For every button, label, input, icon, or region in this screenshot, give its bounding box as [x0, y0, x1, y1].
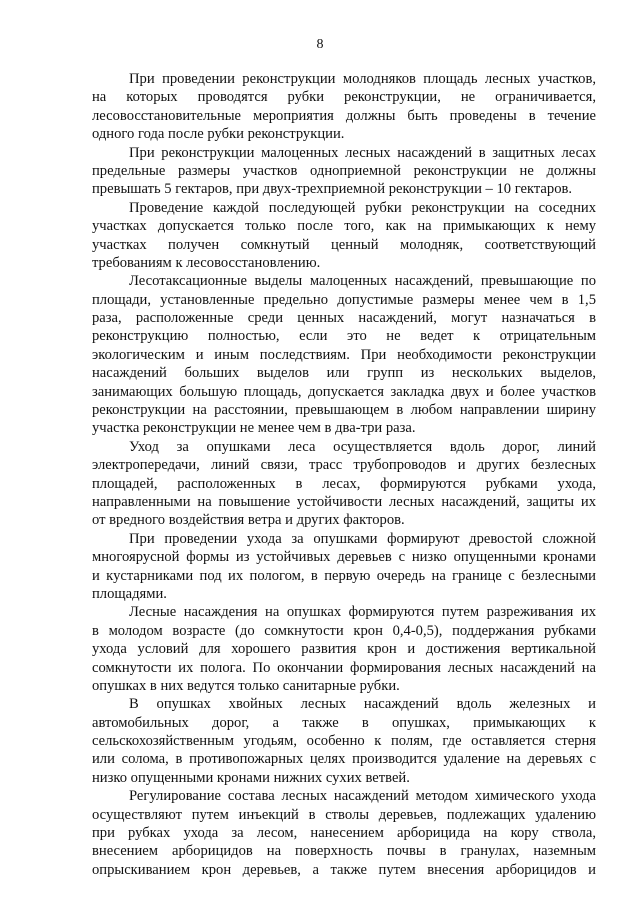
paragraph	[92, 530, 596, 604]
paragraph-line: низко опущенными кронами нижних сухих ветвей.	[92, 769, 410, 786]
paragraph-line: предельные размеры участков одноприемной реконструкции не должны	[92, 162, 596, 179]
paragraph-line: участках получен сомкнутый ценный молодняк, соответствующий	[92, 236, 596, 253]
page-number: 8	[316, 37, 324, 52]
paragraph-line: В опушках хвойных лесных насаждений вдоль железных и	[129, 696, 596, 713]
paragraph-line: При реконструкции малоценных лесных насаждений в защитных лесах	[129, 144, 596, 161]
paragraph	[92, 603, 596, 695]
paragraph-line: многоярусной формы из устойчивых деревьев с низко опущенными кронами	[92, 549, 596, 566]
paragraph	[92, 70, 596, 144]
paragraph-line: автомобильных дорог, а также в опушках, примыкающих к	[92, 714, 596, 731]
paragraph-line: Уход за опушками леса осуществляется вдоль дорог, линий	[129, 438, 596, 455]
paragraph-line: ухода условий для хорошего развития крон и достижения вертикальной	[92, 641, 596, 658]
paragraph-line: внесением арборицидов на поверхность почвы в гранулах, наземным	[92, 843, 596, 860]
paragraph	[92, 144, 596, 199]
paragraph-line: участках допускается только после того, как на примыкающих к нему	[92, 218, 596, 235]
paragraph-line: раза, расположенные среди ценных насаждений, могут назначаться в	[92, 310, 596, 327]
paragraph-line: Лесотаксационные выделы малоценных насаждений, превышающие по	[129, 273, 596, 290]
paragraph-line: одного года после рубки реконструкции.	[92, 126, 345, 143]
paragraph-line: или солома, в противопожарных целях производится удаление на деревьях с	[92, 751, 596, 768]
paragraph-line: опушках в них ведутся только санитарные рубки.	[92, 677, 400, 694]
paragraph-line: при рубках ухода за лесом, нанесением арборицида на кору ствола,	[92, 825, 596, 842]
paragraph	[92, 199, 596, 273]
paragraph-line: реконструкции на расстоянии, превышающем в любом направлении ширину	[92, 402, 596, 419]
paragraph-line: участка реконструкции не менее чем в два-три раза.	[92, 420, 416, 437]
paragraph-line: сельскохозяйственным угодьям, особенно к полям, где оставляется стерня	[92, 733, 596, 750]
paragraph	[92, 438, 596, 530]
paragraph-line: Проведение каждой последующей рубки реконструкции на соседних	[129, 199, 596, 216]
paragraph-line: осуществляют путем инъекций в стволы деревьев, подлежащих удалению	[92, 806, 596, 823]
paragraph-line: направленными на повышение устойчивости лесных насаждений, защиты их	[92, 493, 596, 510]
paragraph-line: площади, установленные предельно допустимые размеры менее чем в 1,5	[92, 291, 596, 308]
paragraph-line: экологическим и иным последствиям. При необходимости реконструкции	[92, 346, 596, 363]
paragraph-line: реконструкцию полностью, если это не ведет к отрицательным	[92, 328, 596, 345]
paragraph-line: опрыскиванием крон деревьев, а также путем внесения арборицидов и	[92, 861, 596, 878]
paragraph	[92, 695, 596, 787]
paragraph-line: от вредного воздействия ветра и других факторов.	[92, 512, 405, 529]
paragraph-line: сомкнутости их полога. По окончании формирования лесных насаждений на	[92, 659, 596, 676]
paragraph-line: При проведении реконструкции молодняков площадь лесных участков,	[129, 71, 596, 87]
paragraph	[92, 272, 596, 438]
paragraph-line: насаждений больших выделов или групп из нескольких выделов,	[92, 365, 596, 382]
paragraph-line: в молодом возрасте (до сомкнутости крон 0,4-0,5), поддержания рубками	[92, 622, 596, 639]
paragraph-line: площадями.	[92, 585, 167, 602]
paragraph-line: и кустарниками под их пологом, в первую очередь на границе с безлесными	[92, 567, 596, 584]
paragraph-line: требованиям к лесовосстановлению.	[92, 254, 321, 271]
paragraph-line: Регулирование состава лесных насаждений методом химического ухода	[129, 788, 596, 805]
body-text	[92, 70, 596, 879]
paragraph-line: превышать 5 гектаров, при двух-трехприемной реконструкции – 10 гектаров.	[92, 181, 573, 198]
paragraph	[92, 787, 596, 879]
paragraph-line: электропередачи, линий связи, трасс трубопроводов и других безлесных	[92, 457, 596, 474]
paragraph-line: на которых проводятся рубки реконструкции, не ограничивается,	[92, 89, 596, 106]
paragraph-line: При проведении ухода за опушками формируют древостой сложной	[129, 530, 596, 547]
paragraph-line: занимающих большую площадь, допускается закладка двух и более участков	[92, 383, 596, 400]
paragraph-line: площадей, расположенных в лесах, формируются рубками ухода,	[92, 475, 596, 492]
paragraph-line: лесовосстановительные мероприятия должны быть проведены в течение	[92, 107, 596, 124]
paragraph-line: Лесные насаждения на опушках формируются путем разреживания их	[129, 604, 596, 621]
